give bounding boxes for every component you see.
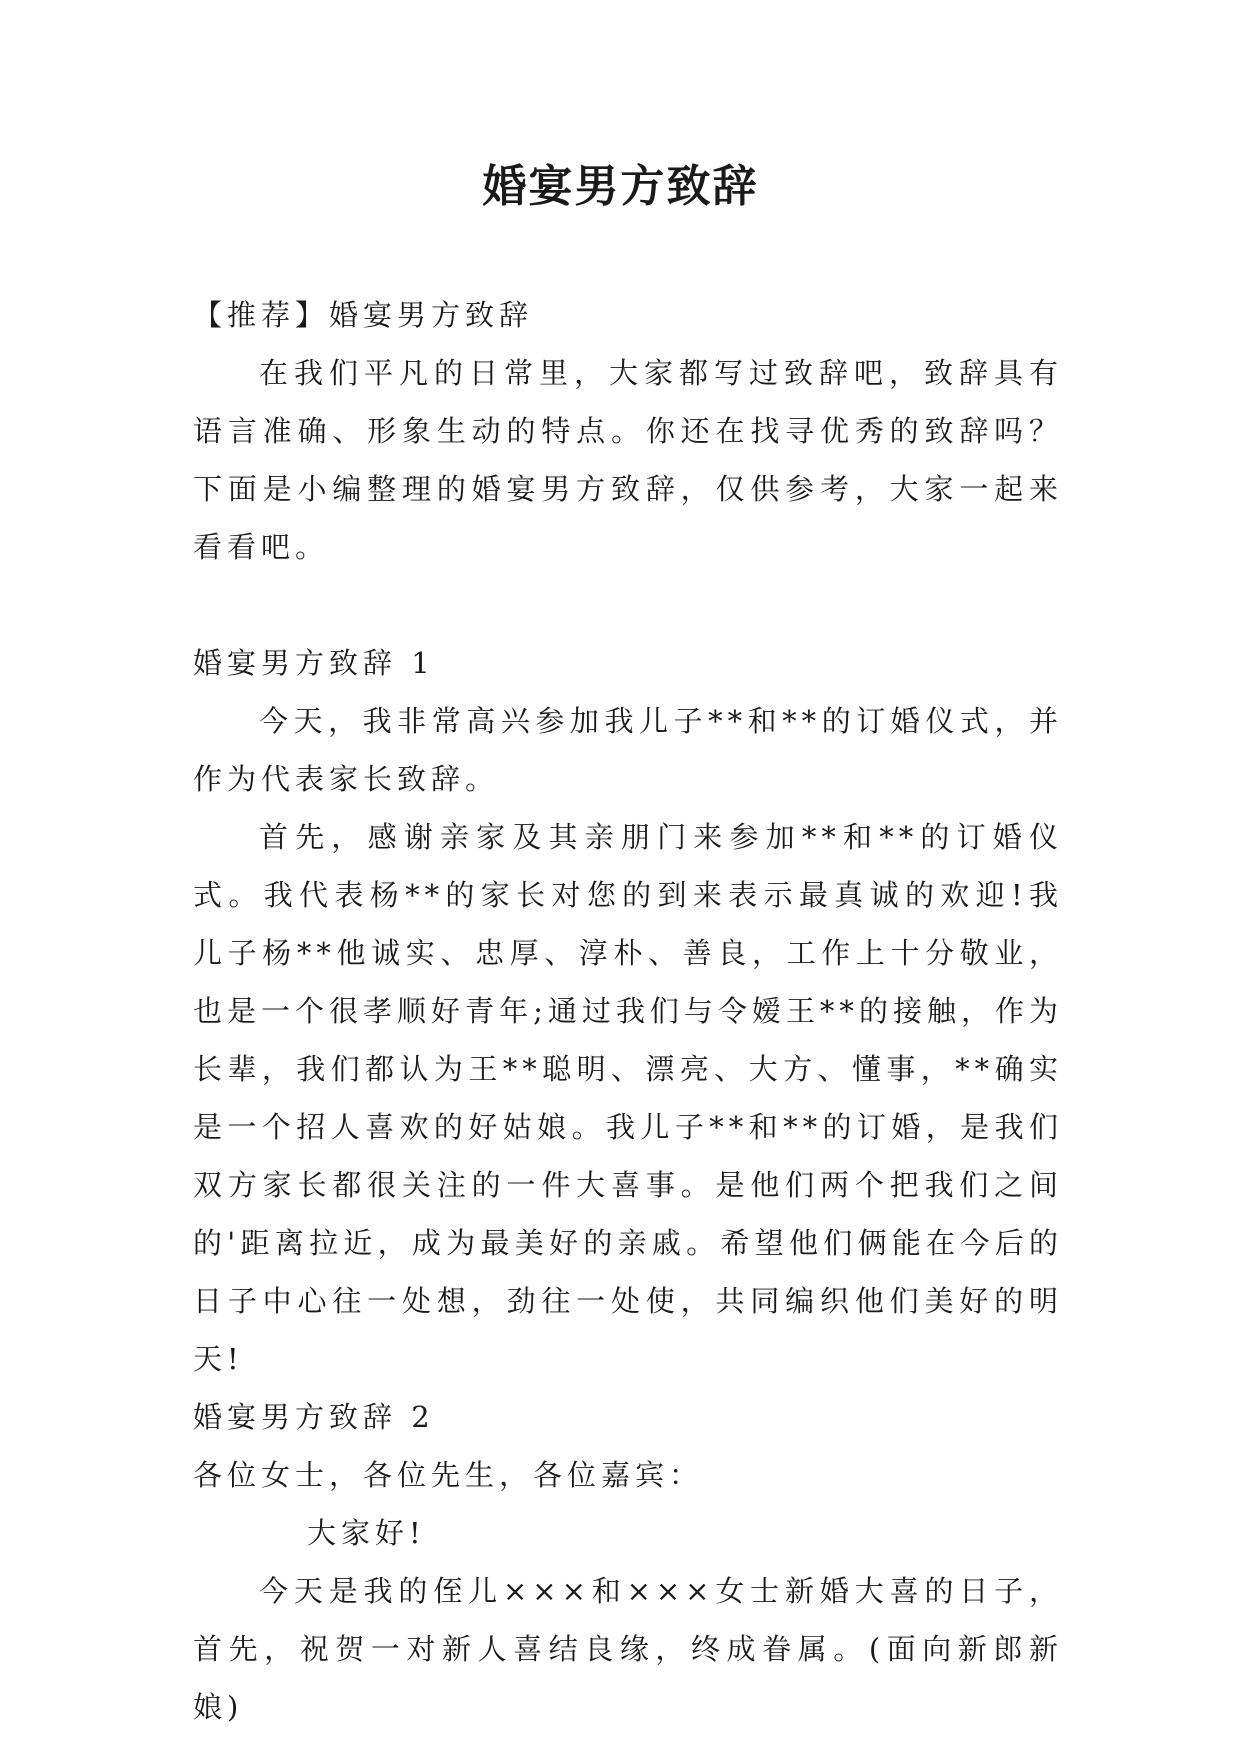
- section-heading-2: 婚宴男方致辞 2: [193, 1400, 435, 1434]
- section2-salutation: 各位女士，各位先生，各位嘉宾：: [193, 1458, 704, 1492]
- recommend-line: 【推荐】婚宴男方致辞: [193, 298, 534, 332]
- section2-greeting: 大家好!: [307, 1516, 426, 1550]
- section1-paragraph-1: 今天，我非常高兴参加我儿子**和**的订婚仪式，并作为代表家长致辞。: [193, 704, 1063, 796]
- document-body: [193, 286, 1063, 1736]
- section1-paragraph-2: 首先，感谢亲家及其亲朋门来参加**和**的订婚仪式。我代表杨**的家长对您的到来表示最真诚的欢迎!我儿子杨**他诚实、忠厚、淳朴、善良，工作上十分敬业，也是一个很孝顺好青年;通过我们与令嫒王**的接触，作为长辈，我们都认为王**聪明、漂亮、大方、懂事，**确实是一个招人喜欢的好姑娘。我儿子**和**的订婚，是我们双方家长都很关注的一件大喜事。是他们两个把我们之间的'距离拉近，成为最美好的亲戚。希望他们俩能在今后的日子中心往一处想，劲往一处使，共同编织他们美好的明天!: [193, 820, 1063, 1376]
- section2-paragraph-1: 今天是我的侄儿×××和×××女士新婚大喜的日子，首先，祝贺一对新人喜结良缘，终成眷属。(面向新郎新娘): [193, 1574, 1063, 1724]
- document-title: 婚宴男方致辞: [482, 161, 759, 212]
- spacer: [193, 576, 1063, 634]
- section-heading-1: 婚宴男方致辞 1: [193, 646, 435, 680]
- intro-paragraph: 在我们平凡的日常里，大家都写过致辞吧，致辞具有语言准确、形象生动的特点。你还在找寻优秀的致辞吗？下面是小编整理的婚宴男方致辞，仅供参考，大家一起来看看吧。: [193, 356, 1063, 564]
